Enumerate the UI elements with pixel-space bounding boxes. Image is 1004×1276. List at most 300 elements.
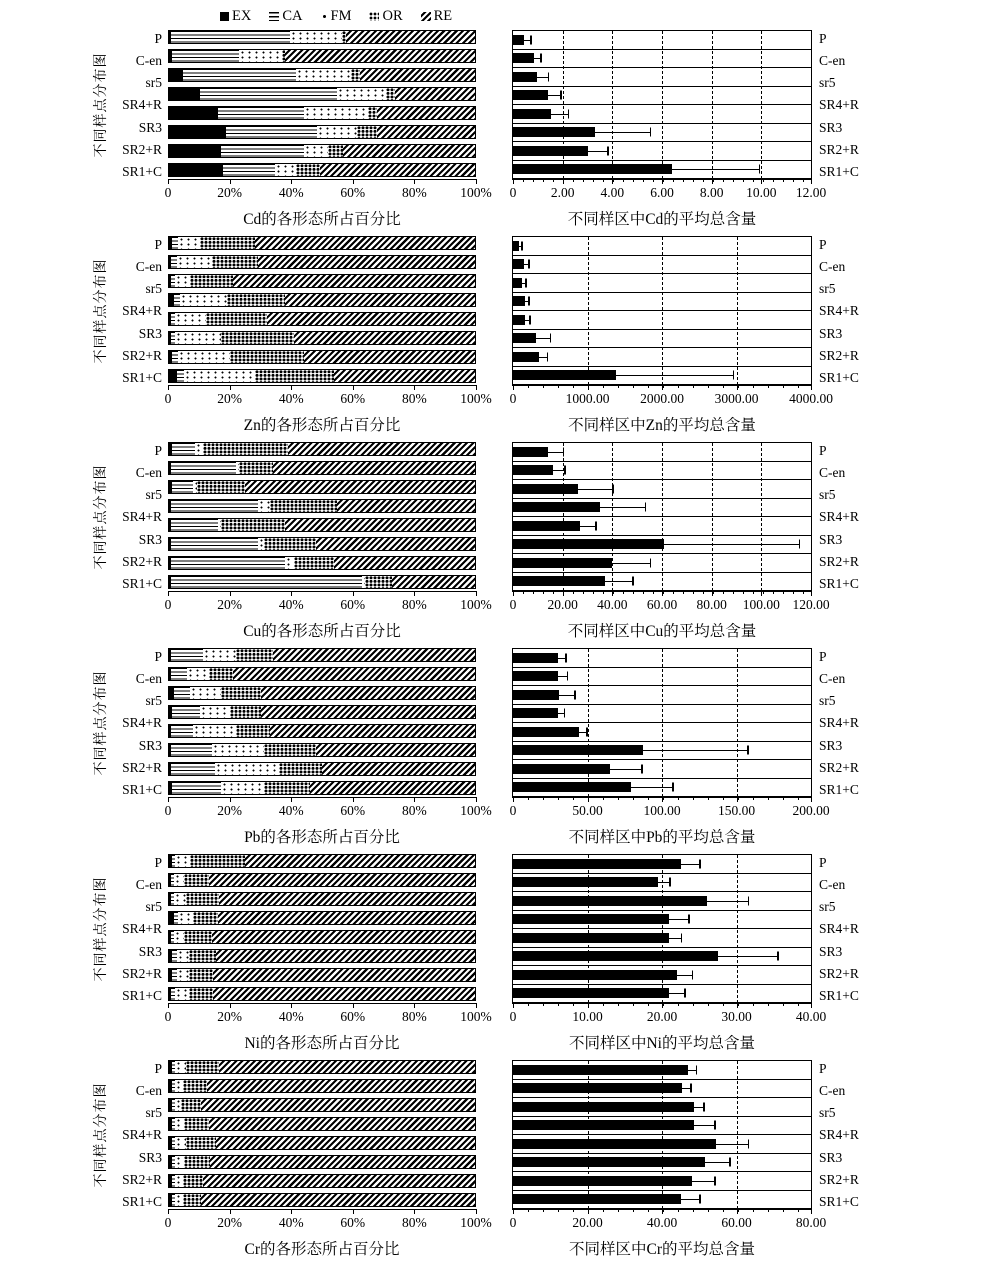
site-labels-cd-left: [112, 30, 168, 180]
x-axis-tick-label: 60%: [340, 1009, 366, 1024]
site-label: SR2+R: [122, 1171, 162, 1187]
x-axis-tick-label: 50.00: [572, 803, 603, 818]
x-axis-tick: [353, 1209, 354, 1214]
fm-swatch-icon: [321, 13, 328, 20]
error-bar-cap: [714, 1121, 716, 1130]
x-axis-tick-label: 8.00: [699, 185, 724, 200]
site-label: SR4+R: [819, 1127, 859, 1143]
segment-re: [395, 88, 475, 100]
stacked-bar: [168, 556, 476, 570]
segment-fm: [175, 1061, 186, 1073]
legend-label: EX: [232, 7, 252, 24]
x-axis-tick-label: 100.00: [643, 803, 681, 818]
stacked-bar: [168, 106, 476, 120]
value-bar: [513, 576, 605, 586]
segment-fm: [177, 950, 189, 962]
legend-item-or: [369, 8, 402, 25]
site-label: SR2+R: [819, 553, 859, 569]
x-axis-tick-label: 100%: [460, 803, 492, 818]
error-bar: [548, 452, 563, 453]
segment-ca: [171, 538, 258, 550]
value-bar: [513, 1176, 692, 1186]
segment-ca: [174, 687, 191, 699]
segment-ca: [171, 649, 203, 661]
left-chart-cu: [164, 442, 492, 641]
left-chart-cd: [164, 30, 492, 229]
segment-fm: [175, 1194, 183, 1206]
site-label: SR2+R: [819, 1171, 859, 1187]
x-axis-tick-label: 0: [509, 597, 517, 612]
x-axis-tick-label: 40%: [278, 803, 304, 818]
site-label: SR1+C: [122, 987, 162, 1003]
x-axis-tick-label: 0: [164, 391, 172, 406]
x-axis-tick: [230, 1003, 231, 1008]
error-bar: [672, 169, 759, 170]
value-bar: [513, 259, 524, 269]
stacked-bar: [168, 480, 476, 494]
error-bar-cap: [699, 1195, 701, 1204]
chart-title: Cd的各形态所占百分比: [243, 211, 401, 228]
segment-ex: [169, 164, 223, 176]
segment-or: [200, 237, 255, 249]
value-bar: [513, 370, 616, 380]
segment-or: [270, 500, 337, 512]
error-bar-cap: [748, 896, 750, 905]
dashed-gridline: [662, 855, 663, 1003]
legend-label: CA: [282, 7, 303, 24]
error-bar-cap: [612, 484, 614, 493]
error-bar-cap: [548, 72, 550, 81]
value-bar: [513, 1194, 681, 1204]
site-label: SR1+C: [122, 575, 162, 591]
x-axis-tick-label: 40%: [278, 185, 304, 200]
site-label: SR4+R: [819, 97, 859, 113]
left-chart-y-axis-label: [88, 30, 112, 180]
segment-fm: [175, 1118, 184, 1130]
value-bar: [513, 745, 643, 755]
legend-label: OR: [382, 7, 403, 24]
stacked-bar: [168, 724, 476, 738]
site-label: SR1+C: [819, 1193, 859, 1209]
value-bar: [513, 296, 525, 306]
site-labels-pb-left: [112, 648, 168, 798]
x-axis-tick: [230, 179, 231, 184]
x-axis-tick: [476, 591, 477, 596]
x-axis-tick-label: 20%: [217, 1009, 242, 1024]
error-bar-cap: [586, 727, 588, 736]
value-bar: [513, 315, 525, 325]
x-axis-tick-label: 0: [509, 1009, 517, 1024]
chart-title: Zn的各形态所占百分比: [243, 417, 401, 434]
segment-fm: [177, 969, 189, 981]
stacked-bar-plot-cr: [164, 1060, 492, 1230]
site-label: sr5: [819, 75, 836, 91]
value-bar: [513, 502, 600, 512]
site-label: SR3: [138, 119, 162, 135]
x-axis-tick: [414, 591, 415, 596]
site-label: sr5: [819, 281, 836, 297]
chart-title: Cr的各形态所占百分比: [244, 1241, 400, 1258]
right-chart-cd: [509, 30, 827, 229]
left-chart-y-axis-label: [88, 442, 112, 592]
segment-or: [221, 519, 285, 531]
segment-re: [213, 988, 475, 1000]
value-bar: [513, 708, 558, 718]
value-bar: [513, 465, 553, 475]
site-label: SR4+R: [819, 303, 859, 319]
site-labels-ni-left: [112, 854, 168, 1004]
error-bar-cap: [540, 54, 542, 63]
error-bar-cap: [703, 1102, 705, 1111]
x-axis-tick: [353, 1003, 354, 1008]
site-label: P: [819, 1061, 827, 1076]
error-bar-cap: [641, 764, 643, 773]
legend-label: RE: [433, 7, 453, 24]
error-bar: [643, 750, 747, 751]
error-bar: [716, 1144, 748, 1145]
y-axis-label-text: 不同样点分布图: [94, 1082, 109, 1188]
error-bar: [580, 526, 595, 527]
error-bar-cap: [528, 297, 530, 306]
value-bar: [513, 877, 658, 887]
site-label: SR1+C: [819, 163, 859, 179]
segment-re: [255, 237, 475, 249]
site-label: SR4+R: [819, 921, 859, 937]
dashed-gridline: [712, 31, 713, 179]
segment-re: [216, 1137, 475, 1149]
segment-re: [304, 351, 475, 363]
error-bar: [605, 581, 632, 582]
x-axis-tick-label: 0: [509, 1215, 517, 1230]
segment-fm: [203, 649, 237, 661]
site-label: SR1+C: [122, 163, 162, 179]
site-label: SR1+C: [122, 1193, 162, 1209]
segment-or: [264, 782, 310, 794]
value-bar: [513, 914, 669, 924]
dashed-gridline: [761, 443, 762, 591]
value-bar: [513, 539, 664, 549]
stacked-bar: [168, 781, 476, 795]
site-label: SR4+R: [122, 921, 162, 937]
site-labels-zn-left: [112, 236, 168, 386]
segment-ca: [200, 88, 338, 100]
stacked-bar: [168, 648, 476, 662]
left-chart-y-axis-label: [88, 648, 112, 798]
value-bar: [513, 1083, 682, 1093]
segment-or: [236, 649, 273, 661]
site-labels-cr-right: [812, 1060, 884, 1210]
segment-fm: [337, 88, 386, 100]
stacked-bar: [168, 1079, 476, 1093]
stacked-bar: [168, 762, 476, 776]
stacked-bar: [168, 667, 476, 681]
left-chart-y-axis-label: [88, 854, 112, 1004]
segment-fm: [304, 107, 368, 119]
site-label: SR4+R: [122, 303, 162, 319]
segment-re: [213, 969, 475, 981]
legend: [220, 8, 1004, 24]
error-bar-cap: [650, 128, 652, 137]
dashed-gridline: [662, 31, 663, 179]
x-axis-tick-label: 200.00: [792, 803, 830, 818]
y-axis-label-text: 不同样点分布图: [94, 464, 109, 570]
x-axis-minor-ticks: [513, 1209, 811, 1212]
site-label: sr5: [145, 693, 162, 709]
stacked-bar: [168, 255, 476, 269]
segment-re: [209, 874, 475, 886]
dashed-gridline: [612, 31, 613, 179]
segment-re: [218, 912, 475, 924]
site-label: SR2+R: [122, 347, 162, 363]
error-bar: [669, 993, 684, 994]
segment-fm: [180, 294, 227, 306]
error-bar: [669, 919, 688, 920]
segment-fm: [175, 332, 221, 344]
segment-fm: [184, 370, 254, 382]
segment-ca: [183, 69, 296, 81]
y-axis-label-text: 不同样点分布图: [94, 670, 109, 776]
segment-or: [190, 855, 245, 867]
stacked-bar: [168, 949, 476, 963]
legend-item-ex: [220, 8, 251, 25]
x-axis-tick-label: 20%: [217, 1215, 242, 1230]
x-axis-tick-label: 6.00: [650, 185, 674, 200]
segment-or: [189, 969, 213, 981]
stacked-bar: [168, 1174, 476, 1188]
error-bar: [694, 1107, 703, 1108]
x-axis-tick-label: 3000.00: [714, 391, 759, 406]
error-bar-cap: [521, 241, 523, 250]
dashed-gridline: [737, 1061, 738, 1209]
x-axis-tick: [168, 179, 169, 184]
stacked-bar: [168, 854, 476, 868]
site-label: C-en: [135, 53, 162, 69]
segment-fm: [175, 313, 206, 325]
site-label: sr5: [819, 693, 836, 709]
segment-re: [201, 1194, 475, 1206]
segment-or: [221, 332, 294, 344]
x-axis-minor-ticks: [513, 385, 811, 388]
segment-re: [203, 1175, 475, 1187]
stacked-bar: [168, 705, 476, 719]
x-axis-tick: [476, 385, 477, 390]
site-labels-cr-left: [112, 1060, 168, 1210]
error-bar: [558, 658, 565, 659]
segment-or: [189, 988, 213, 1000]
segment-ca: [171, 500, 258, 512]
site-label: SR3: [138, 531, 162, 547]
x-axis-tick-label: 4000.00: [789, 391, 833, 406]
segment-or: [186, 1061, 220, 1073]
x-axis-tick: [353, 385, 354, 390]
segment-re: [210, 1156, 475, 1168]
segment-re: [285, 294, 475, 306]
error-bar-cap: [733, 371, 735, 380]
site-label: P: [154, 237, 162, 252]
value-bar: [513, 333, 536, 343]
x-axis-tick: [811, 1209, 812, 1214]
x-axis-tick: [291, 385, 292, 390]
error-bar-cap: [567, 672, 569, 681]
stacked-bar: [168, 968, 476, 982]
error-bar: [559, 695, 574, 696]
segment-ca: [171, 31, 290, 43]
stacked-bar: [168, 125, 476, 139]
value-bar: [513, 727, 579, 737]
error-bar-cap: [607, 146, 609, 155]
error-bar-cap: [595, 521, 597, 530]
error-bar-cap: [729, 1158, 731, 1167]
segment-fm: [174, 931, 185, 943]
error-bar: [558, 676, 567, 677]
error-bar: [705, 1162, 729, 1163]
segment-re: [343, 145, 475, 157]
error-bar: [616, 375, 733, 376]
segment-fm: [175, 1156, 184, 1168]
segment-or: [279, 763, 322, 775]
segment-or: [239, 462, 273, 474]
segment-fm: [178, 912, 193, 924]
value-bar: [513, 53, 534, 63]
error-bar-cap: [699, 859, 701, 868]
segment-ca: [171, 668, 188, 680]
x-axis-tick: [168, 591, 169, 596]
error-bar: [664, 544, 798, 545]
segment-re: [285, 519, 475, 531]
segment-re: [267, 313, 475, 325]
segment-or: [186, 893, 220, 905]
stacked-bar: [168, 331, 476, 345]
site-label: C-en: [819, 465, 846, 481]
x-axis-tick-label: 40%: [278, 391, 304, 406]
site-label: P: [154, 855, 162, 870]
site-label: C-en: [819, 671, 846, 687]
chart-row-zn: [88, 236, 1004, 433]
site-label: SR4+R: [122, 715, 162, 731]
segment-re: [392, 576, 475, 588]
x-axis-tick-label: 80.00: [795, 1215, 827, 1230]
site-label: SR4+R: [819, 715, 859, 731]
segment-fm: [178, 237, 199, 249]
stacked-bar: [168, 1193, 476, 1207]
error-bar: [694, 1125, 714, 1126]
y-axis-label-text: 不同样点分布图: [94, 876, 109, 982]
segment-ex: [169, 69, 183, 81]
segment-ex: [169, 107, 218, 119]
x-axis-tick-label: 150.00: [717, 803, 756, 818]
stacked-bar: [168, 442, 476, 456]
site-label: P: [154, 31, 162, 46]
site-label: P: [154, 443, 162, 458]
value-bar: [513, 782, 631, 792]
segment-re: [209, 1118, 475, 1130]
segment-ca: [171, 576, 362, 588]
x-axis-tick-label: 80%: [402, 1215, 427, 1230]
error-bar: [681, 864, 700, 865]
segment-fm: [177, 256, 212, 268]
segment-re: [245, 481, 475, 493]
y-axis-label-text: 不同样点分布图: [94, 258, 109, 364]
bar-plot-ni: [509, 854, 827, 1024]
segment-fm: [317, 126, 357, 138]
x-axis-tick-label: 100%: [460, 1215, 492, 1230]
x-axis-tick-label: 80%: [402, 597, 427, 612]
stacked-bar: [168, 49, 476, 63]
segment-ex: [169, 126, 226, 138]
site-label: SR1+C: [819, 369, 859, 385]
dashed-gridline: [588, 237, 589, 385]
value-bar: [513, 484, 578, 494]
site-label: C-en: [819, 259, 846, 275]
segment-or: [296, 164, 320, 176]
segment-ca: [172, 782, 221, 794]
segment-ca: [171, 763, 215, 775]
value-bar: [513, 690, 559, 700]
segment-fm: [290, 31, 342, 43]
x-axis-tick-label: 10.00: [572, 1009, 603, 1024]
stacked-bar: [168, 274, 476, 288]
error-bar-cap: [669, 878, 671, 887]
stacked-bar: [168, 350, 476, 364]
site-label: C-en: [135, 1083, 162, 1099]
site-label: P: [819, 31, 827, 46]
value-bar: [513, 558, 612, 568]
error-bar: [718, 956, 778, 957]
site-label: SR1+C: [819, 781, 859, 797]
value-bar: [513, 352, 539, 362]
segment-or: [264, 744, 316, 756]
x-axis-tick: [168, 797, 169, 802]
site-label: SR4+R: [122, 97, 162, 113]
x-axis-tick: [291, 1209, 292, 1214]
segment-ca: [218, 107, 304, 119]
value-bar: [513, 35, 524, 45]
segment-fm: [175, 1137, 186, 1149]
error-bar-cap: [528, 260, 530, 269]
error-bar-cap: [681, 933, 683, 942]
segment-or: [190, 275, 233, 287]
x-axis-tick: [291, 179, 292, 184]
x-axis-tick-label: 20.00: [646, 1009, 678, 1024]
segment-ca: [223, 164, 275, 176]
chart-title: Cu的各形态所占百分比: [243, 623, 401, 640]
stacked-bar: [168, 1098, 476, 1112]
error-bar: [610, 769, 641, 770]
segment-fm: [187, 668, 208, 680]
site-label: P: [819, 649, 827, 664]
value-bar: [513, 859, 681, 869]
segment-or: [264, 538, 316, 550]
site-label: P: [819, 237, 827, 252]
segment-fm: [178, 351, 230, 363]
stacked-bar: [168, 987, 476, 1001]
site-labels-ni-right: [812, 854, 884, 1004]
dashed-gridline: [662, 237, 663, 385]
error-bar-cap: [550, 334, 552, 343]
x-axis-minor-ticks: [513, 1003, 811, 1006]
x-axis-tick: [353, 179, 354, 184]
value-bar: [513, 1157, 705, 1167]
x-axis-tick: [230, 591, 231, 596]
error-bar-cap: [759, 165, 761, 174]
segment-ca: [221, 145, 304, 157]
x-axis-tick: [414, 385, 415, 390]
segment-re: [320, 164, 475, 176]
chart-row-cr: [88, 1060, 1004, 1257]
segment-fm: [195, 443, 203, 455]
segment-fm: [275, 164, 296, 176]
x-axis-tick-label: 30.00: [721, 1009, 752, 1024]
